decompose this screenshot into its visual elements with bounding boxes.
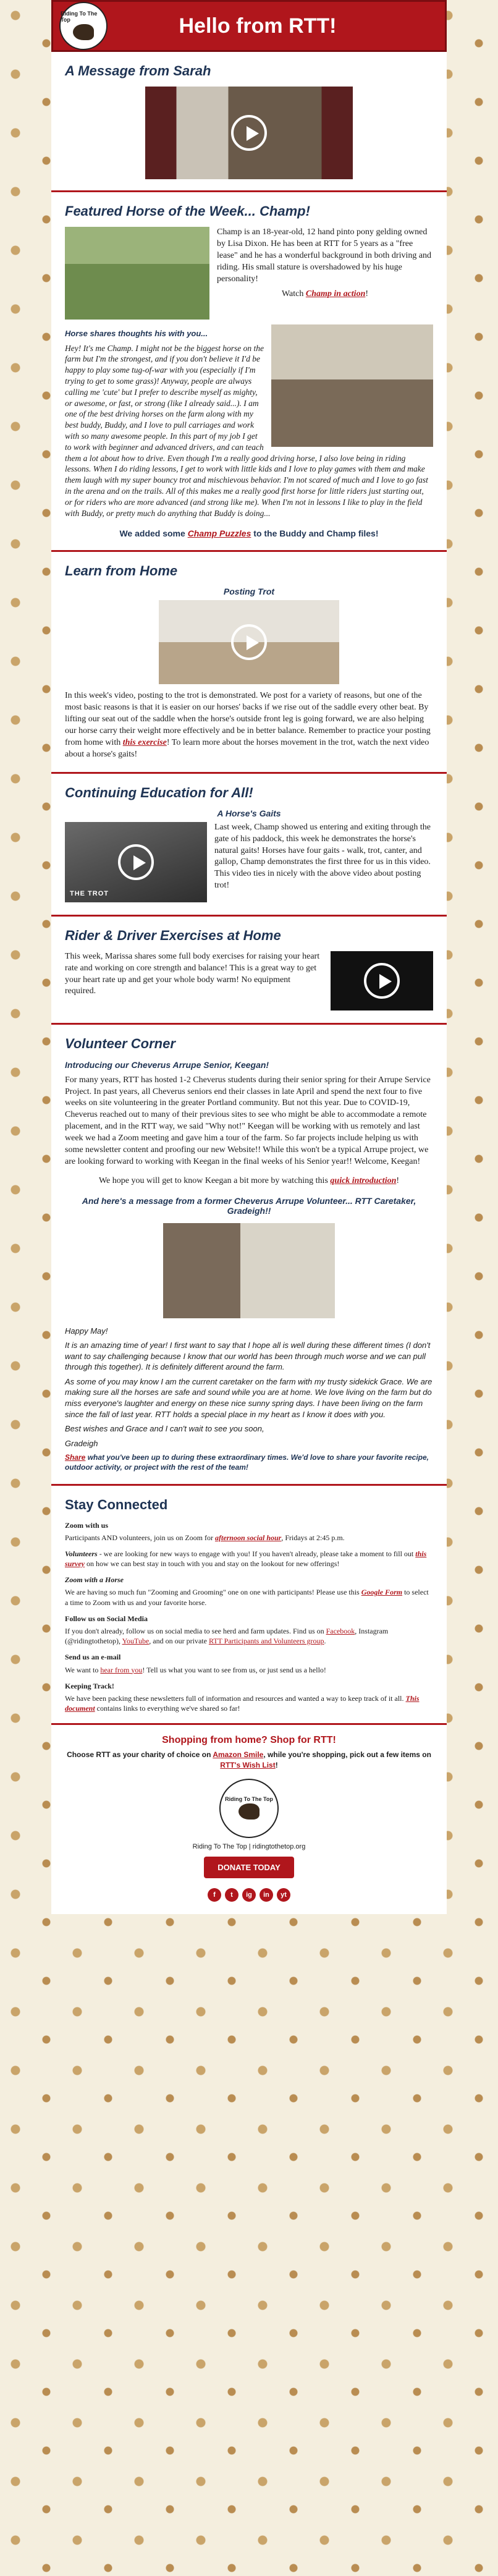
rider-text: This week, Marissa shares some full body exercises for raising your heart rate and working on core strength and balance! This is a great way to get your heart rate up and get your whole body warm! No equipment required.	[65, 951, 320, 996]
social-hour-link[interactable]: afternoon social hour	[214, 1533, 282, 1542]
gaits-video[interactable]	[65, 822, 207, 902]
zoom-suffix: , Fridays at 2:45 p.m.	[281, 1533, 345, 1542]
footer	[51, 1725, 447, 1913]
gradeigh-photo	[163, 1223, 335, 1318]
sarah-video[interactable]	[145, 87, 353, 179]
continuing-section	[51, 774, 447, 917]
shop-mid: , while you're shopping, pick out a few items on	[263, 1750, 431, 1760]
letter-p2: As some of you may know I am the current caretaker on the farm with my trusty sidekick Grace. We are making sure all the horses are safe and sound while you are at home. We love living on the farm but do miss everyone's laughter and energy on these nice sunny spring days. I have been living on the farm since the fall of last year. RTT holds a special place in my heart as I know it does with you.	[65, 1376, 433, 1419]
track-label: Keeping Track!	[65, 1681, 114, 1690]
group-link[interactable]: RTT Participants and Volunteers group	[208, 1637, 324, 1646]
zoom-prefix: Participants AND volunteers, join us on Zoom for	[65, 1533, 215, 1542]
message-heading: A Message from Sarah	[65, 63, 211, 78]
facebook-icon[interactable]: f	[208, 1888, 221, 1902]
social-text	[65, 1626, 433, 1646]
social-icons	[64, 1888, 434, 1902]
logo	[59, 2, 108, 50]
header	[51, 0, 447, 52]
social-prefix: If you don't already, follow us on social media to see herd and farm updates. Find us on	[65, 1627, 326, 1636]
share-line	[65, 1452, 433, 1472]
wish-list-link[interactable]: RTT's Wish List	[220, 1760, 276, 1769]
message-section	[51, 52, 447, 192]
footer-logo	[219, 1779, 279, 1838]
letter-signoff: Gradeigh	[65, 1438, 98, 1448]
twitter-icon[interactable]: t	[225, 1888, 238, 1902]
puzzles-suffix: to the Buddy and Champ files!	[251, 528, 379, 538]
letter-greeting: Happy May!	[65, 1326, 108, 1336]
keegan-intro-line	[65, 1176, 433, 1187]
play-icon	[231, 115, 267, 151]
track-text	[65, 1693, 433, 1713]
exercise-video[interactable]	[331, 951, 433, 1010]
learn-heading: Learn from Home	[65, 563, 178, 579]
horse-logo-icon	[73, 24, 94, 40]
instagram-icon[interactable]: ig	[242, 1888, 256, 1902]
stay-heading: Stay Connected	[65, 1496, 168, 1512]
facebook-link[interactable]: Facebook	[326, 1627, 355, 1636]
rider-heading: Rider & Driver Exercises at Home	[65, 927, 281, 943]
share-link[interactable]: Share	[65, 1453, 86, 1462]
intro-prefix: We hope you will get to know Keegan a bit more by watching this	[98, 1176, 331, 1185]
stay-section	[51, 1486, 447, 1726]
share-text: what you've been up to during these extraordinary times. We'd love to share your favorite recipe, outdoor activity, or project with the rest of the team!	[65, 1453, 429, 1472]
puzzles-prefix: We added some	[119, 528, 188, 538]
track-prefix: We have been packing these newsletters full of information and resources and wanted a way to keep track of it all.	[65, 1693, 406, 1703]
play-icon	[231, 624, 267, 660]
newsletter	[51, 0, 447, 1914]
zoomhorse-suffix: to select a time to Zoom with us and your favorite horse.	[65, 1588, 429, 1607]
watch-suffix: !	[365, 289, 369, 299]
zoom-text	[65, 1533, 433, 1543]
featured-subhead: Horse shares thoughts his with you...	[65, 329, 208, 338]
amazon-smile-link[interactable]: Amazon Smile	[213, 1750, 264, 1760]
intro-suffix: !	[396, 1176, 400, 1185]
google-form-link[interactable]: Google Form	[361, 1588, 403, 1597]
youtube-icon[interactable]: yt	[277, 1888, 290, 1902]
learn-suffix: ! To learn more about the horses movement in the trot, watch the next video about a horse's gaits!	[65, 738, 429, 759]
posting-trot-video[interactable]	[159, 600, 339, 684]
shop-prefix: Choose RTT as your charity of choice on	[67, 1750, 213, 1760]
shop-title: Shopping from home? Shop for RTT!	[162, 1735, 336, 1746]
featured-intro: Champ is an 18-year-old, 12 hand pinto pony gelding owned by Lisa Dixon. He has been at RTT for 5 years as a "free lease" and he has a wonderful background in both driving and riding. His small stature is overshadowed by his huge personality!	[217, 227, 432, 284]
champ-puzzles-link[interactable]: Champ Puzzles	[187, 528, 251, 538]
survey-link[interactable]: this survey	[65, 1549, 427, 1569]
volunteer-section	[51, 1025, 447, 1486]
rider-section	[51, 917, 447, 1025]
learn-section	[51, 552, 447, 773]
org-line: Riding To The Top | ridingtothetop.org	[192, 1842, 306, 1850]
email-label: Send us an e-mail	[65, 1653, 121, 1662]
document-link[interactable]: This document	[65, 1693, 420, 1713]
page-title: Hello from RTT!	[179, 14, 337, 38]
shop-text	[64, 1750, 434, 1769]
champ-story: Hey! It's me Champ. I might not be the biggest horse on the farm but I'm the strongest, and if you don't believe it I'd be happy to play some tug-of-war with you (especially if I'm trying to get to some grass)! Anyway, people are always calling me 'cute' but I prefer to describe myself as mighty, or awesome, or fast, or strong (like I already said...). I am one of the best driving horses on the farm along with my best buddy, Buddy, and I love to pull carriages and work with so many awesome people. In this part of my job I get to work with beginner and advanced drivers, and can teach them a lot about how to drive. Even though I'm a really good driving horse, I also love being in riding lessons. When I do riding lessons, I get to work with little kids and I love to play games with them and make them laugh with my super bouncy trot and mischievous behavior. I'm not scared of much and I love to go fast in the arena and on the trails. All of this makes me a really good first horse for little riders just starting out, or for riders who are more advanced (and strong like me). When I'm not in lessons I like to play in the field with Buddy, or pretty much do anything that Buddy is doing...	[65, 343, 428, 518]
gradeigh-letter	[65, 1326, 433, 1449]
exercise-link[interactable]: this exercise	[122, 738, 167, 747]
volunteers-label: Volunteers	[65, 1549, 98, 1558]
letter-p3: Best wishes and Grace and I can't wait to see you soon,	[65, 1424, 264, 1434]
puzzles-line	[65, 528, 433, 540]
volunteer-subhead: Introducing our Cheverus Arrupe Senior, Keegan!	[65, 1059, 269, 1070]
zoomhorse-label: Zoom with a Horse	[65, 1575, 124, 1585]
learn-subhead: Posting Trot	[223, 587, 275, 597]
learn-body: In this week's video, posting to the trot is demonstrated. We post for a variety of reasons, but one of the most basic reasons is that it is easier on our horses' backs if we rise out of the saddle every other beat. By lifting our seat out of the saddle when the horse's outside front leg is going forward, we are also helping our horse carry their weight more effectively and be in better balance. Remember to practice your posting from home with	[65, 691, 431, 747]
keegan-intro-link[interactable]: quick introduction	[330, 1176, 397, 1185]
shop-end: !	[275, 1760, 278, 1769]
hear-from-you-link[interactable]: hear from you	[100, 1665, 143, 1674]
footer-logo-text: Riding To The Top	[225, 1795, 273, 1802]
horse-logo-icon	[238, 1803, 260, 1820]
track-suffix: contains links to everything we've shared so far!	[95, 1704, 240, 1713]
youtube-link[interactable]: YouTube	[122, 1637, 150, 1646]
featured-section	[51, 192, 447, 552]
logo-text: Riding To The Top	[61, 11, 98, 23]
zoomhorse-prefix: We are having so much fun "Zooming and Grooming" one on one with participants! Please use this	[65, 1588, 361, 1597]
email-prefix: We want to	[65, 1665, 101, 1674]
social-end: .	[324, 1637, 326, 1646]
volunteers-prefix: - we are looking for new ways to engage with you! If you haven't already, please take a moment to fill out	[97, 1549, 416, 1558]
featured-heading: Featured Horse of the Week... Champ!	[65, 203, 310, 219]
champ-photo	[65, 227, 209, 320]
email-text	[65, 1665, 433, 1675]
email-suffix: ! Tell us what you want to see from us, or just send us a hello!	[142, 1665, 326, 1674]
volunteers-text	[65, 1549, 433, 1569]
continuing-heading: Continuing Education for All!	[65, 784, 253, 800]
continuing-subhead: A Horse's Gaits	[217, 808, 281, 818]
gradeigh-heading: And here's a message from a former Cheverus Arrupe Volunteer... RTT Caretaker, Gradeigh!!	[82, 1195, 416, 1216]
play-icon	[118, 844, 154, 880]
watch-prefix: Watch	[281, 289, 306, 299]
letter-p1: It is an amazing time of year! I first want to say that I hope all is well during these different times (I don't want to say challenging because I know that our world has been through much worse and we can pull through this together). It is definitely different around the farm.	[65, 1341, 431, 1372]
champ-carriage-photo	[271, 324, 433, 447]
linkedin-icon[interactable]: in	[260, 1888, 273, 1902]
zoomhorse-text	[65, 1587, 433, 1607]
social-mid2: , and on our private	[149, 1637, 209, 1646]
volunteers-suffix: on how we can best stay in touch with you and stay on the lookout for new offerings!	[85, 1559, 340, 1569]
play-icon	[364, 963, 400, 999]
social-label: Follow us on Social Media	[65, 1614, 148, 1623]
champ-in-action-link[interactable]: Champ in action	[305, 289, 366, 299]
continuing-text: Last week, Champ showed us entering and exiting through the gate of his paddock, this week he demonstrates the horse's natural gaits! Horses have four gaits - walk, trot, canter, and gallop, Champ demonstrates the first three for us in this video. This video ties in nicely with the above video about posting trot!	[214, 822, 431, 891]
volunteer-heading: Volunteer Corner	[65, 1035, 175, 1051]
video-caption: THE TROT	[70, 889, 109, 897]
donate-button[interactable]: DONATE TODAY	[204, 1857, 294, 1878]
social-mid: , Instagram (@ridingtothetop),	[65, 1627, 389, 1646]
zoom-label: Zoom with us	[65, 1520, 109, 1530]
volunteer-text: For many years, RTT has hosted 1-2 Cheverus students during their senior spring for their Arrupe Service Project. In past years, all Cheverus seniors end their classes in late April and spend the next four to five weeks on site volunteering in the greater Portland community. But not this year. Due to COVID-19, Cheverus reached out to many of their previous sites to see who might be able to accommodate a remote placement, and in the RTT way, we said "Why not!" Keegan will be working with us remotely and last week we had a Zoom meeting and gave him a tour of the farm. So far projects include helping us with some newsletter content and proofing our new Website!! While this won't be a typical Arrupe project, we are looking forward to working with Keegan in the final weeks of his Senior year!! Welcome, Keegan!	[65, 1075, 431, 1166]
learn-text	[65, 690, 433, 760]
